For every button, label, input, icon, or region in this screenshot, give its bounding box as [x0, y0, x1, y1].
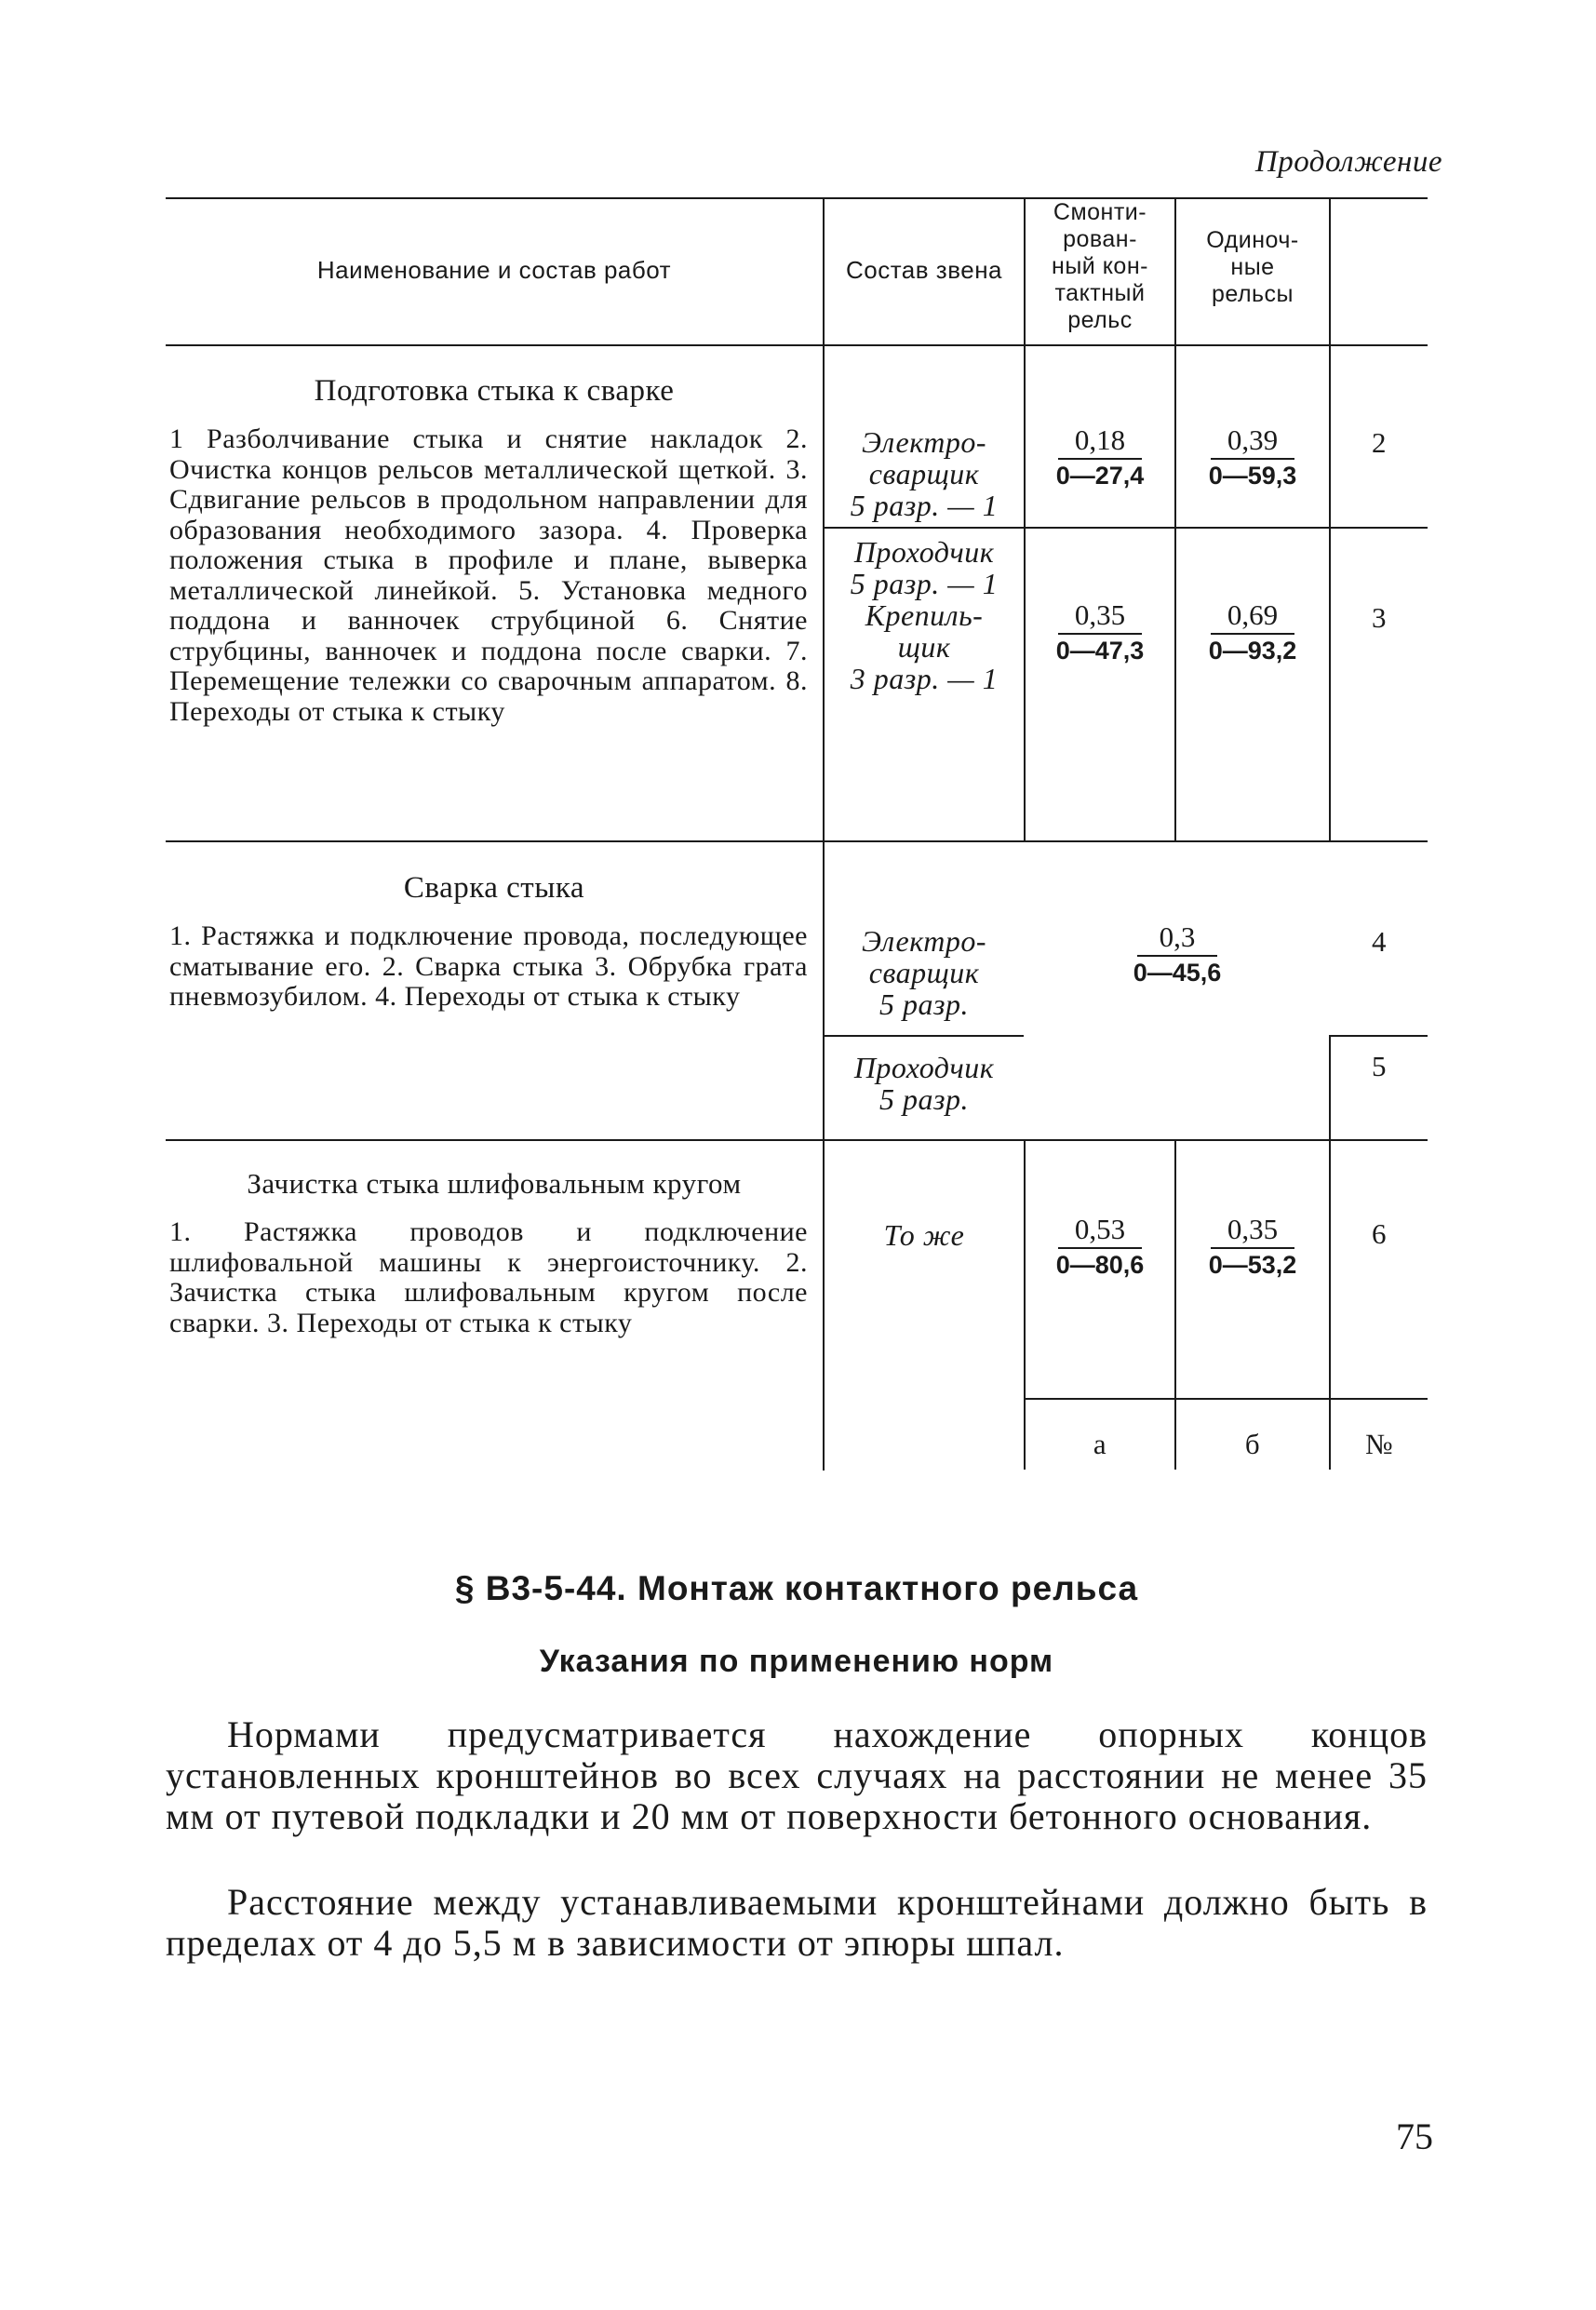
- page-number: 75: [1396, 2115, 1433, 2157]
- norm-row4-merged: [1026, 921, 1329, 988]
- footer-col-a: а: [1093, 1428, 1107, 1460]
- header-single-rails: Одиноч- ные рельсы: [1206, 227, 1299, 307]
- continuation-label: Продолжение: [1254, 145, 1442, 179]
- norm-row6-b-rate: 0—53,2: [1208, 1251, 1297, 1279]
- section-desc-welding: 1. Растяжка и подключение провода, последующее сматывание его. 2. Сварка стыка 3. Обрубка грата пневмозубилом. 4. Переходы от стыка к стыку: [169, 920, 808, 1012]
- paragraph-2: Расстояние между устанавливаемыми кронштейнами должно быть в пределах от 4 до 5,5 м в зависимости от эпюры шпал.: [166, 1881, 1428, 1964]
- row-number-4: 4: [1372, 925, 1387, 958]
- crew-tunneler-1: Проходчик 5 разр. — 1 Крепиль- щик 3 разр. — 1: [850, 535, 999, 695]
- norm-row6-a: [1026, 1214, 1174, 1281]
- subheading: Указания по применению норм: [539, 1644, 1054, 1679]
- norm-row3-a-value: 0,35: [1058, 599, 1142, 635]
- norm-row3-b: [1176, 599, 1329, 666]
- norm-row3-b-rate: 0—93,2: [1208, 637, 1297, 665]
- header-name: Наименование и состав работ: [316, 256, 672, 284]
- footer-col-no: №: [1364, 1428, 1394, 1460]
- norm-row6-b-value: 0,35: [1211, 1214, 1294, 1249]
- row-number-3: 3: [1372, 601, 1387, 634]
- norm-row4-value: 0,3: [1137, 921, 1218, 957]
- row-number-5: 5: [1372, 1050, 1387, 1082]
- norm-row3-a-rate: 0—47,3: [1055, 637, 1145, 665]
- section-title-welding: Сварка стыка: [403, 871, 585, 905]
- norm-row2-a-value: 0,18: [1058, 424, 1142, 460]
- norm-row6-a-value: 0,53: [1058, 1214, 1142, 1249]
- norm-row4-rate: 0—45,6: [1133, 959, 1222, 987]
- crew-welder-1: Электро- сварщик 5 разр. — 1: [850, 425, 999, 522]
- paragraph-1: Нормами предусматривается нахождение опорных концов установленных кронштейнов во всех случаях на расстоянии не менее 35 мм от путевой подкладки и 20 мм от поверхности бетонного основания.: [166, 1713, 1428, 1837]
- crew-tunneler-2: Проходчик 5 разр.: [853, 1051, 995, 1116]
- section-heading: § В3-5-44. Монтаж контактного рельса: [454, 1569, 1139, 1607]
- norm-row2-b-value: 0,39: [1211, 424, 1294, 460]
- row-number-2: 2: [1372, 426, 1387, 459]
- section-title-prep: Подготовка стыка к сварке: [314, 374, 675, 408]
- norm-row2-b: [1176, 424, 1329, 491]
- norm-row3-b-value: 0,69: [1211, 599, 1294, 635]
- crew-welder-2: Электро- сварщик 5 разр.: [862, 924, 986, 1021]
- norm-row2-a: [1026, 424, 1174, 491]
- header-contact-rail: Смонти- рован- ный кон- тактный рельс: [1052, 199, 1148, 333]
- norm-row3-a: [1026, 599, 1174, 666]
- norm-row6-a-rate: 0—80,6: [1055, 1251, 1145, 1279]
- row-number-6: 6: [1372, 1217, 1387, 1250]
- section-desc-prep: 1 Разболчивание стыка и снятие накладок 2. Очистка концов рельсов металлической щеткой. 3. Сдвигание рельсов в продольном направлении для образования необходимого зазора. 4. Проверка положения стыка в профиле и плане, выверка металлической линейкой. 5. Установка медного поддона и ванночек струбциной 6. Снятие струбцины, ванночек и поддона после сварки. 7. Перемещение тележки со сварочным аппаратом. 8. Переходы от стыка к стыку: [169, 423, 808, 727]
- norm-row6-b: [1176, 1214, 1329, 1281]
- footer-col-b: б: [1244, 1428, 1261, 1460]
- section-desc-grinding: 1. Растяжка проводов и подключение шлифовальной машины к энергоисточнику. 2. Зачистка стыка шлифовальным кругом после сварки. 3. Переходы от стыка к стыку: [169, 1216, 808, 1338]
- crew-same: То же: [883, 1218, 965, 1252]
- norm-row2-b-rate: 0—59,3: [1208, 462, 1297, 490]
- norm-row2-a-rate: 0—27,4: [1055, 462, 1145, 490]
- section-title-grinding: Зачистка стыка шлифовальным кругом: [247, 1167, 742, 1200]
- header-crew: Состав звена: [845, 256, 1003, 284]
